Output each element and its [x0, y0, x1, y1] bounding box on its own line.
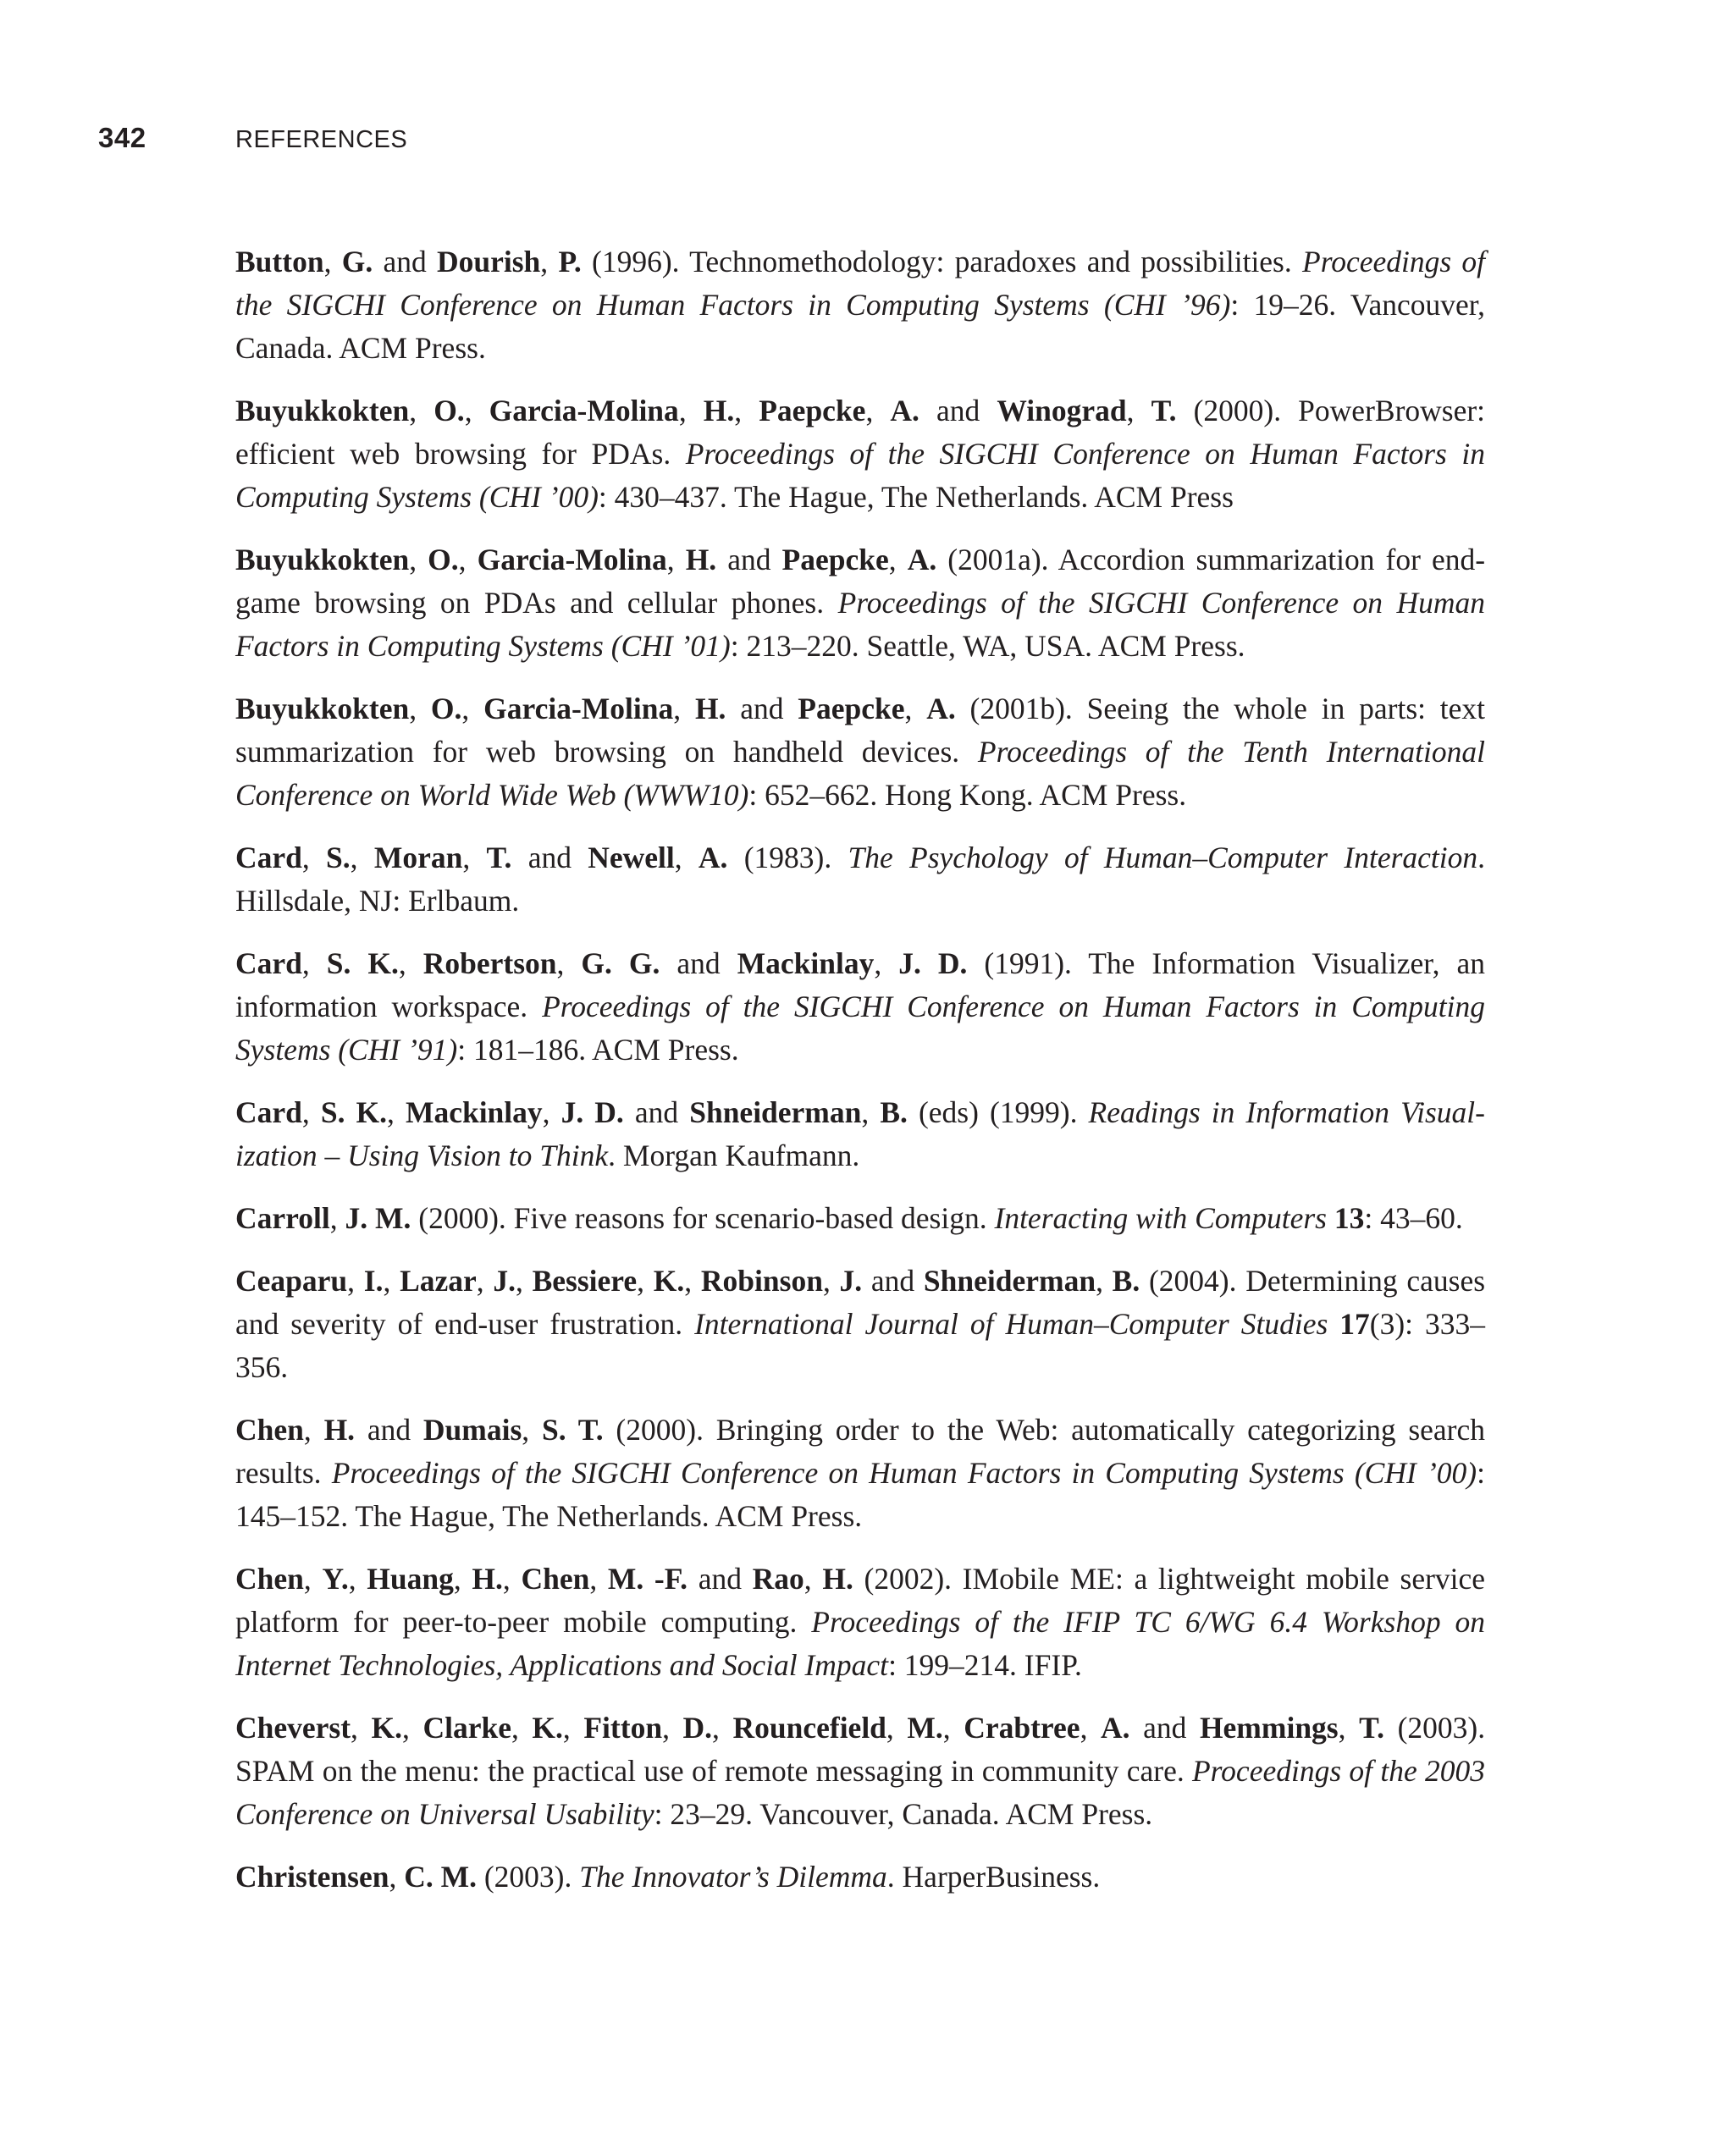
author-name: Card: [235, 841, 302, 874]
reference-entry: [235, 1091, 1485, 1177]
author-name: 17: [1339, 1307, 1370, 1341]
author-name: O.: [430, 692, 462, 725]
author-name: Rao: [752, 1562, 804, 1596]
author-name: Y.: [322, 1562, 349, 1596]
reference-text: ,: [1096, 1264, 1113, 1298]
author-name: T.: [1151, 394, 1177, 427]
author-name: Card: [235, 946, 302, 980]
reference-text: ,: [673, 692, 695, 725]
author-name: J.: [493, 1264, 516, 1298]
reference-text: ,: [301, 946, 327, 980]
author-name: Winograd: [997, 394, 1127, 427]
reference-text: : 199–214. IFIP.: [888, 1648, 1082, 1682]
author-name: Crabtree: [964, 1711, 1080, 1745]
publication-title: International Journal of Human–Computer Studies: [694, 1307, 1328, 1341]
reference-text: ,: [458, 543, 478, 576]
reference-entry: [235, 1409, 1485, 1538]
author-name: G.: [341, 245, 373, 278]
reference-list: [235, 240, 1485, 1918]
reference-text: ,: [803, 1562, 823, 1596]
reference-text: . HarperBusiness.: [886, 1860, 1101, 1894]
publication-title: Proceedings of the Tenth International Conference on World Wide Web (WWW10): [235, 735, 1485, 812]
author-name: S. T.: [541, 1413, 604, 1447]
author-name: H.: [685, 543, 717, 576]
reference-text: ,: [1338, 1711, 1360, 1745]
author-name: Robertson: [422, 946, 557, 980]
author-name: Chen: [235, 1413, 304, 1447]
reference-text: ,: [348, 1562, 367, 1596]
reference-text: (2000). Bringing order to the Web: automatically categorizing search results.: [235, 1413, 1486, 1490]
author-name: I.: [363, 1264, 384, 1298]
author-name: K.: [532, 1711, 563, 1745]
reference-text: . Hillsdale, NJ: Erlbaum.: [235, 841, 1485, 918]
reference-text: ,: [734, 394, 759, 427]
author-name: O.: [428, 543, 459, 576]
reference-text: : 181–186. ACM Press.: [457, 1033, 739, 1067]
reference-text: ,: [542, 1095, 561, 1129]
reference-text: (2003).: [476, 1860, 580, 1894]
publication-title: The Psychology of Human–Computer Interaction: [848, 841, 1478, 874]
author-name: Paepcke: [781, 543, 889, 576]
author-name: C. M.: [404, 1860, 477, 1894]
author-name: Newell: [588, 841, 675, 874]
author-name: Carroll: [235, 1201, 330, 1235]
author-name: Moran: [373, 841, 463, 874]
reference-text: ,: [387, 1095, 406, 1129]
reference-text: ,: [323, 245, 342, 278]
author-name: Bessiere: [532, 1264, 638, 1298]
reference-text: : 23–29. Vancouver, Canada. ACM Press.: [654, 1797, 1153, 1831]
reference-text: ,: [462, 841, 487, 874]
reference-text: ,: [511, 1711, 533, 1745]
publication-title: Proceedings of the SIGCHI Conference on Human Factors in Computing Systems (CHI ’00): [235, 437, 1485, 514]
reference-entry: [235, 1197, 1485, 1240]
reference-text: ,: [351, 1711, 372, 1745]
reference-text: (eds) (1999).: [907, 1095, 1089, 1129]
author-name: B.: [880, 1095, 908, 1129]
author-name: G. G.: [581, 946, 660, 980]
author-name: Dourish: [436, 245, 541, 278]
reference-text: (2004). Determining causes and severity of end-user frustration.: [235, 1264, 1486, 1341]
author-name: A.: [890, 394, 919, 427]
author-name: Buyukkokten: [235, 394, 410, 427]
reference-text: : 213–220. Seattle, WA, USA. ACM Press.: [730, 629, 1245, 663]
author-name: Shneiderman: [689, 1095, 862, 1129]
author-name: S. K.: [326, 946, 399, 980]
reference-text: ,: [409, 692, 431, 725]
author-name: Buyukkokten: [235, 543, 410, 576]
author-name: A.: [1101, 1711, 1130, 1745]
reference-text: ,: [637, 1264, 654, 1298]
reference-text: ,: [562, 1711, 584, 1745]
author-name: Lazar: [400, 1264, 477, 1298]
author-name: J. D.: [561, 1095, 624, 1129]
reference-text: ,: [888, 543, 908, 576]
reference-text: : 430–437. The Hague, The Netherlands. ACM Press: [598, 480, 1234, 514]
reference-text: (2002). IMobile ME: a lightweight mobile service platform for peer-to-peer mobile computing.: [235, 1562, 1486, 1639]
reference-text: ,: [522, 1413, 542, 1447]
reference-text: ,: [329, 1201, 345, 1235]
reference-text: ,: [502, 1562, 522, 1596]
author-name: Chen: [235, 1562, 304, 1596]
reference-text: [1328, 1307, 1339, 1341]
author-name: P.: [558, 245, 582, 278]
reference-text: . Morgan Kaufmann.: [608, 1139, 860, 1172]
running-head: [98, 122, 407, 154]
author-name: K.: [371, 1711, 402, 1745]
page-number: 342: [98, 122, 146, 153]
author-name: H.: [703, 394, 735, 427]
publication-title: Proceedings of the SIGCHI Conference on Human Factors in Computing Systems (CHI ’91): [235, 990, 1485, 1067]
reference-text: and: [511, 841, 588, 874]
reference-text: ,: [398, 946, 423, 980]
reference-text: ,: [540, 245, 559, 278]
author-name: H.: [472, 1562, 503, 1596]
author-name: Buyukkokten: [235, 692, 410, 725]
author-name: Garcia-Molina: [477, 543, 667, 576]
reference-text: ,: [350, 841, 374, 874]
author-name: H.: [323, 1413, 356, 1447]
reference-text: ,: [402, 1711, 423, 1745]
publication-title: The Innovator’s Dilemma: [579, 1860, 887, 1894]
reference-text: ,: [476, 1264, 494, 1298]
reference-text: ,: [865, 394, 891, 427]
reference-entry: [235, 1260, 1485, 1389]
author-name: J.: [839, 1264, 863, 1298]
reference-text: and: [919, 394, 997, 427]
reference-text: ,: [409, 394, 434, 427]
author-name: J. D.: [898, 946, 968, 980]
reference-text: and: [862, 1264, 924, 1298]
publication-title: Proceedings of the SIGCHI Conference on Human Factors in Computing Systems (CHI ’96): [235, 245, 1486, 322]
reference-text: and: [726, 692, 798, 725]
reference-text: ,: [674, 841, 699, 874]
reference-text: ,: [1126, 394, 1151, 427]
reference-text: : 652–662. Hong Kong. ACM Press.: [748, 778, 1187, 812]
author-name: Robinson: [700, 1264, 823, 1298]
reference-text: ,: [516, 1264, 533, 1298]
reference-entry: [235, 687, 1485, 817]
reference-text: (2001a). Accordion summarization for end-game browsing on PDAs and cellular phones.: [235, 543, 1486, 620]
author-name: Rouncefield: [732, 1711, 886, 1745]
author-name: Garcia-Molina: [483, 692, 674, 725]
reference-text: and: [660, 946, 737, 980]
author-name: Christensen: [235, 1860, 389, 1894]
reference-text: ,: [822, 1264, 840, 1298]
reference-text: (3): 333–356.: [235, 1307, 1485, 1384]
author-name: J. M.: [345, 1201, 411, 1235]
author-name: Button: [235, 245, 324, 278]
reference-text: and: [623, 1095, 690, 1129]
author-name: T.: [486, 841, 512, 874]
author-name: Fitton: [583, 1711, 663, 1745]
author-name: Card: [235, 1095, 302, 1129]
reference-text: : 145–152. The Hague, The Netherlands. ACM Press.: [235, 1456, 1485, 1533]
reference-text: ,: [453, 1562, 472, 1596]
reference-entry: [235, 389, 1485, 519]
author-name: M. -F.: [607, 1562, 688, 1596]
reference-text: (1983).: [727, 841, 848, 874]
reference-text: ,: [942, 1711, 964, 1745]
reference-text: (2000). PowerBrowser: efficient web browsing for PDAs.: [235, 394, 1486, 471]
author-name: A.: [907, 543, 937, 576]
reference-entry: [235, 836, 1485, 923]
reference-entry: [235, 240, 1485, 370]
reference-text: ,: [409, 543, 428, 576]
reference-text: ,: [556, 946, 582, 980]
author-name: Chen: [521, 1562, 590, 1596]
author-name: Hemmings: [1199, 1711, 1339, 1745]
reference-text: ,: [874, 946, 899, 980]
author-name: Mackinlay: [737, 946, 875, 980]
author-name: Mackinlay: [405, 1095, 543, 1129]
reference-entry: [235, 538, 1485, 668]
author-name: Huang: [367, 1562, 454, 1596]
reference-text: ,: [712, 1711, 733, 1745]
publication-title: Interacting with Computers: [994, 1201, 1327, 1235]
reference-entry: [235, 1855, 1485, 1899]
reference-text: and: [355, 1413, 423, 1447]
reference-text: (2003). SPAM on the menu: the practical use of remote messaging in community care.: [235, 1711, 1486, 1788]
reference-text: ,: [301, 841, 327, 874]
reference-entry: [235, 1558, 1485, 1687]
reference-text: ,: [461, 692, 484, 725]
reference-text: ,: [301, 1095, 321, 1129]
reference-text: ,: [684, 1264, 701, 1298]
reference-text: (1991). The Information Visualizer, an information workspace.: [235, 946, 1486, 1023]
reference-text: (1996). Technomethodology: paradoxes and possibilities.: [581, 245, 1303, 278]
reference-text: and: [1129, 1711, 1200, 1745]
reference-entry: [235, 1707, 1485, 1836]
author-name: Paepcke: [759, 394, 866, 427]
reference-text: ,: [389, 1860, 405, 1894]
author-name: B.: [1112, 1264, 1140, 1298]
author-name: 13: [1334, 1201, 1365, 1235]
reference-text: ,: [662, 1711, 683, 1745]
reference-text: (2001b). Seeing the whole in parts: text summarization for web browsing on handheld devices.: [235, 692, 1486, 769]
reference-text: ,: [1080, 1711, 1102, 1745]
author-name: S.: [326, 841, 351, 874]
author-name: K.: [653, 1264, 685, 1298]
author-name: Dumais: [422, 1413, 522, 1447]
publication-title: Proceedings of the 2003 Conference on Universal Usability: [235, 1754, 1485, 1831]
author-name: O.: [434, 394, 465, 427]
reference-text: ,: [666, 543, 686, 576]
reference-text: ,: [678, 394, 704, 427]
reference-text: ,: [303, 1413, 324, 1447]
author-name: H.: [694, 692, 726, 725]
author-name: T.: [1359, 1711, 1384, 1745]
reference-text: : 43–60.: [1364, 1201, 1463, 1235]
reference-text: and: [373, 245, 437, 278]
publication-title: Proceedings of the IFIP TC 6/WG 6.4 Workshop on Internet Technologies, Applications and Social Impact: [235, 1605, 1485, 1682]
reference-text: ,: [886, 1711, 908, 1745]
reference-text: ,: [464, 394, 489, 427]
reference-text: ,: [904, 692, 927, 725]
author-name: M.: [907, 1711, 943, 1745]
reference-text: ,: [303, 1562, 323, 1596]
author-name: Ceaparu: [235, 1264, 348, 1298]
publication-title: Readings in Information Visualization – Using Vision to Think: [235, 1095, 1485, 1172]
author-name: H.: [822, 1562, 853, 1596]
author-name: S. K.: [320, 1095, 387, 1129]
reference-text: : 19–26. Vancouver, Canada. ACM Press.: [235, 288, 1485, 365]
reference-text: [1327, 1201, 1334, 1235]
reference-entry: [235, 942, 1485, 1072]
author-name: D.: [682, 1711, 713, 1745]
reference-text: ,: [347, 1264, 364, 1298]
reference-text: ,: [383, 1264, 400, 1298]
author-name: Clarke: [422, 1711, 511, 1745]
author-name: Garcia-Molina: [489, 394, 679, 427]
reference-text: ,: [589, 1562, 608, 1596]
reference-text: (2000). Five reasons for scenario-based design.: [411, 1201, 995, 1235]
author-name: Cheverst: [235, 1711, 351, 1745]
author-name: Shneiderman: [923, 1264, 1096, 1298]
author-name: A.: [698, 841, 728, 874]
author-name: A.: [926, 692, 956, 725]
publication-title: Proceedings of the SIGCHI Conference on Human Factors in Computing Systems (CHI ’00): [331, 1456, 1477, 1490]
reference-text: and: [688, 1562, 753, 1596]
author-name: Paepcke: [798, 692, 905, 725]
reference-text: ,: [861, 1095, 881, 1129]
section-title: REFERENCES: [235, 126, 408, 153]
publication-title: Proceedings of the SIGCHI Conference on Human Factors in Computing Systems (CHI ’01): [235, 586, 1485, 663]
reference-text: and: [716, 543, 782, 576]
